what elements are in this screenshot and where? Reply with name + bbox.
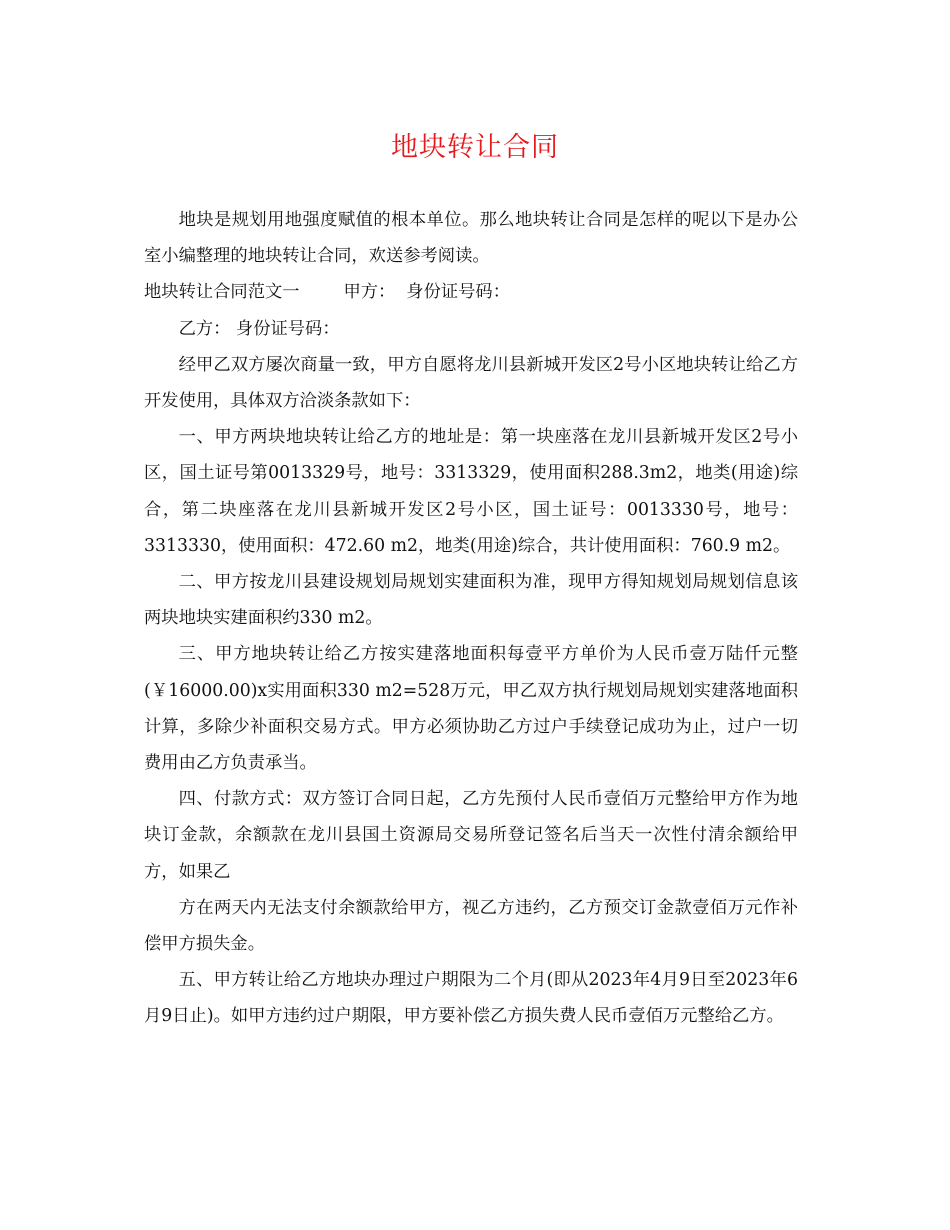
clause-4-continued: 方在两天内无法支付余额款给甲方，视乙方违约，乙方预交订金款壹佰万元作补偿甲方损失金。	[144, 897, 798, 955]
clause-2: 二、甲方按龙川县建设规划局规划实建面积为准，现甲方得知规划局规划信息该两块地块实建面积约330 m2。	[144, 572, 798, 629]
clause-1: 一、甲方两块地块转让给乙方的地址是：第一块座落在龙川县新城开发区2号小区，国土证号第0013329号，地号：3313329，使用面积288.3m2，地类(用途)综合，第二块座落在龙川县新城开发区2号小区，国土证号：0013330号，地号：3313330，使用面积：472.60 m2，地类(用途)综合，共计使用面积：760.9 m2。	[144, 427, 798, 556]
document-body	[144, 202, 798, 1035]
clause-4: 四、付款方式：双方签订合同日起，乙方先预付人民币壹佰万元整给甲方作为地块订金款，余额款在龙川县国土资源局交易所登记签名后当天一次性付清余额给甲方，如果乙	[144, 789, 798, 882]
document-title: 地块转让合同	[391, 132, 559, 163]
intro-paragraph: 地块是规划用地强度赋值的根本单位。那么地块转让合同是怎样的呢以下是办公室小编整理的地块转让合同，欢送参考阅读。	[144, 210, 798, 267]
party-b-line: 乙方： 身份证号码：	[178, 318, 340, 339]
clause-5: 五、甲方转让给乙方地块办理过户期限为二个月(即从2023年4月9日至2023年6月9日止)。如甲方违约过户期限，甲方要补偿乙方损失费人民币壹佰万元整给乙方。	[144, 970, 798, 1027]
sample-heading-party-a: 地块转让合同范文一 甲方： 身份证号码：	[144, 282, 510, 303]
clause-3: 三、甲方地块转让给乙方按实建落地面积每壹平方单价为人民币壹万陆仟元整(￥16000.00)x实用面积330 m2=528万元，甲乙双方执行规划局规划实建落地面积计算，多除少补面积交易方式。甲方必须协助乙方过户手续登记成功为止，过户一切费用由乙方负责承当。	[144, 644, 798, 774]
preamble-paragraph: 经甲乙双方屡次商量一致，甲方自愿将龙川县新城开发区2号小区地块转让给乙方开发使用，具体双方洽淡条款如下：	[144, 354, 798, 412]
